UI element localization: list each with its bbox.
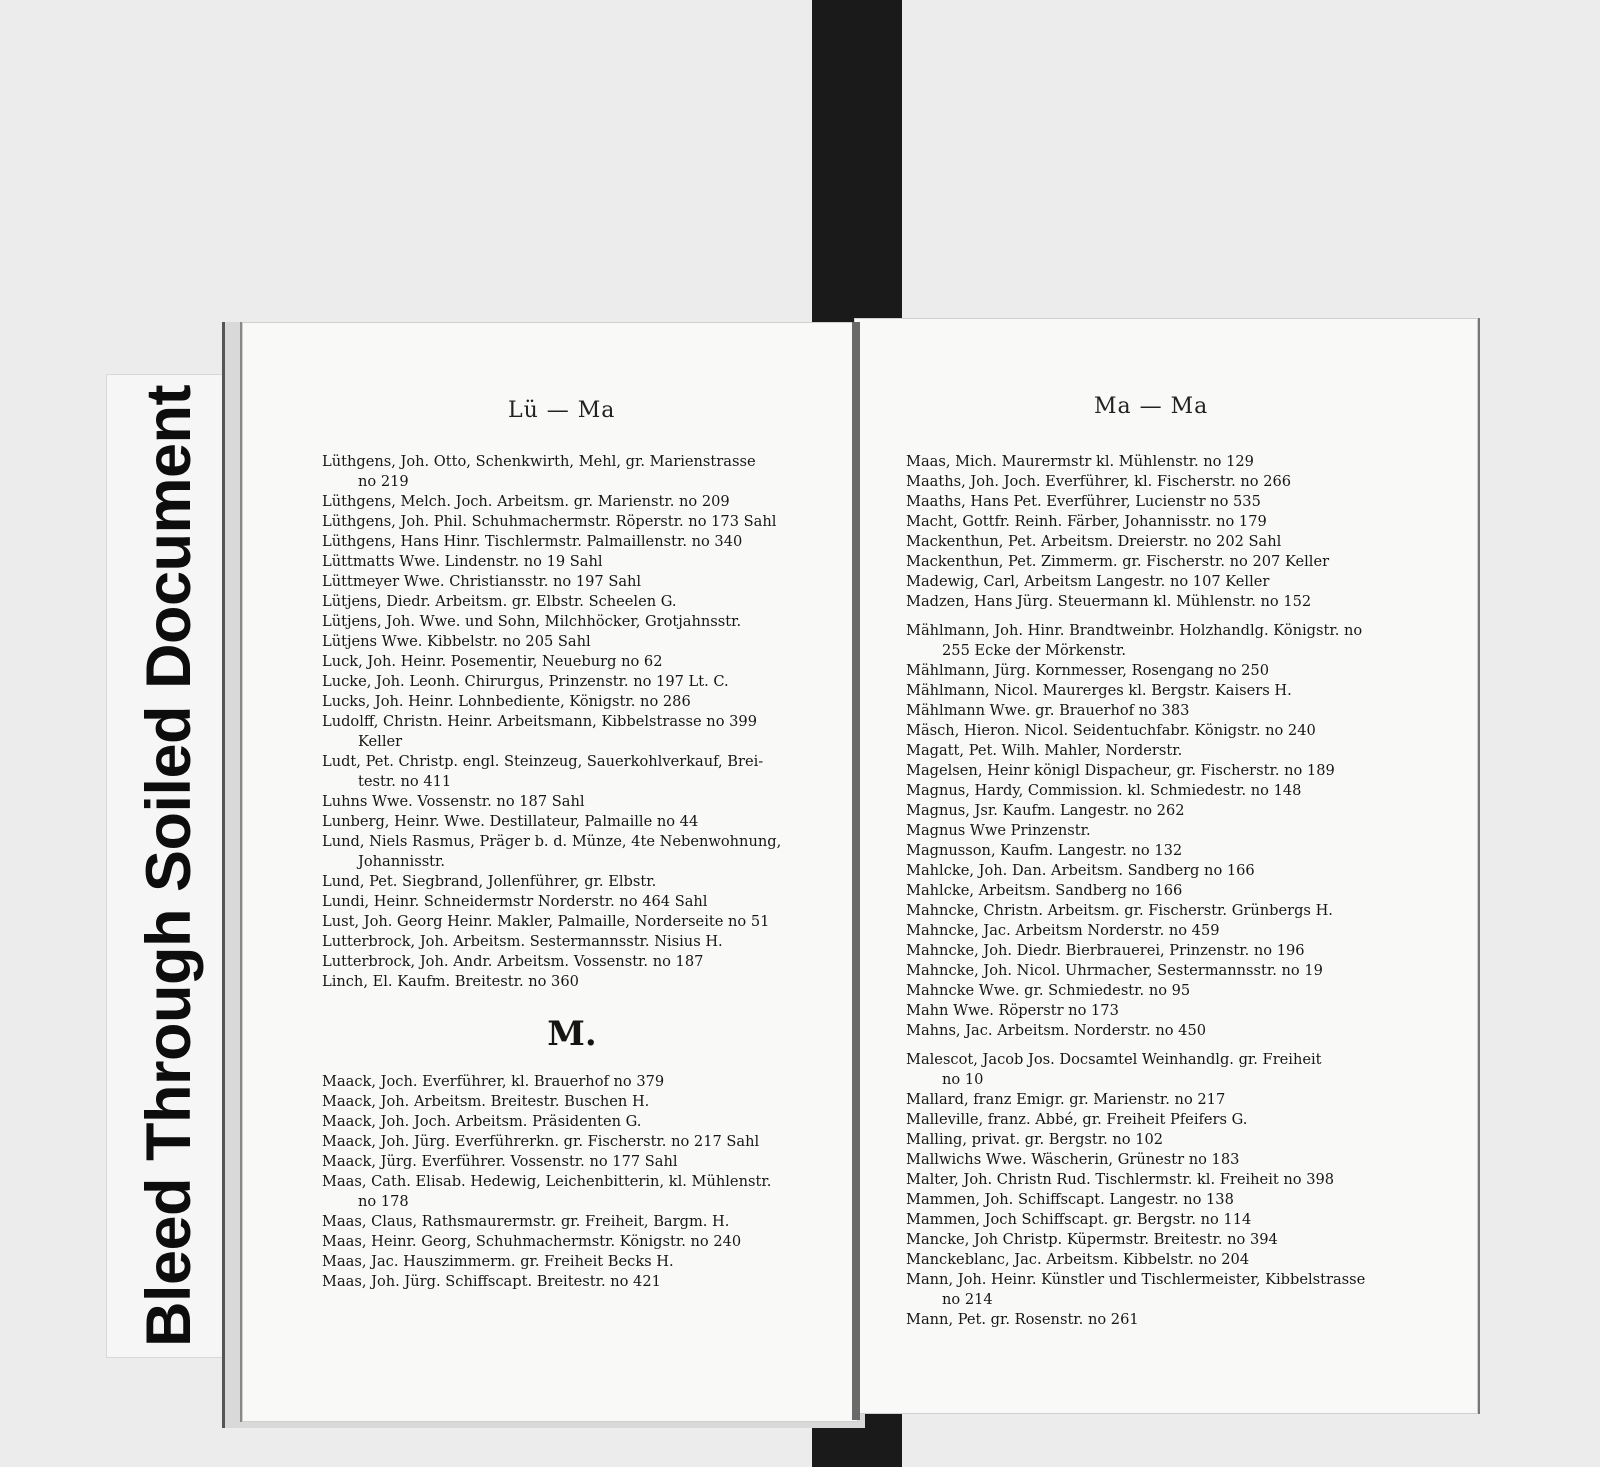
directory-entry: Lütjens Wwe. Kibbelstr. no 205 Sahl: [322, 633, 591, 650]
entry-continuation: Keller: [358, 733, 403, 750]
directory-entry: Lunberg, Heinr. Wwe. Destillateur, Palmaille no 44: [322, 813, 699, 830]
entry-continuation: no 214: [942, 1291, 993, 1308]
directory-entry: Maaths, Hans Pet. Everführer, Lucienstr no 535: [906, 493, 1261, 510]
directory-entry: Mallard, franz Emigr. gr. Marienstr. no 217: [906, 1091, 1226, 1108]
directory-entry: Mahn Wwe. Röperstr no 173: [906, 1002, 1119, 1019]
entry-continuation: no 10: [942, 1071, 984, 1088]
directory-entry: Malter, Joh. Christn Rud. Tischlermstr. kl. Freiheit no 398: [906, 1171, 1335, 1188]
directory-entry: Maas, Mich. Maurermstr kl. Mühlenstr. no 129: [906, 453, 1254, 470]
directory-entry: Mahlcke, Arbeitsm. Sandberg no 166: [906, 882, 1183, 899]
directory-entry: Lüttmatts Wwe. Lindenstr. no 19 Sahl: [322, 553, 603, 570]
directory-entry: Mammen, Joch Schiffscapt. gr. Bergstr. no 114: [906, 1211, 1252, 1228]
directory-entry: Maack, Joh. Arbeitsm. Breitestr. Buschen H.: [322, 1093, 650, 1110]
directory-entry: Lüttmeyer Wwe. Christiansstr. no 197 Sahl: [322, 573, 642, 590]
directory-entry: Ludolff, Christn. Heinr. Arbeitsmann, Kibbelstrasse no 399: [322, 713, 757, 730]
left-entries-after: [322, 1072, 822, 1292]
directory-entry: Maas, Joh. Jürg. Schiffscapt. Breitestr. no 421: [322, 1273, 661, 1290]
directory-entry: Lutterbrock, Joh. Arbeitsm. Sestermannsstr. Nisius H.: [322, 933, 723, 950]
directory-entry: Mahncke, Joh. Nicol. Uhrmacher, Sestermannsstr. no 19: [906, 962, 1323, 979]
directory-entry: Ludt, Pet. Christp. engl. Steinzeug, Sauerkohlverkauf, Brei-: [322, 753, 764, 770]
directory-entry: Malleville, franz. Abbé, gr. Freiheit Pfeifers G.: [906, 1111, 1248, 1128]
directory-entry: Mahlcke, Joh. Dan. Arbeitsm. Sandberg no 166: [906, 862, 1255, 879]
directory-entry: Madewig, Carl, Arbeitsm Langestr. no 107 Keller: [906, 573, 1270, 590]
entry-continuation: Johannisstr.: [358, 853, 446, 870]
directory-entry: Maas, Jac. Hauszimmerm. gr. Freiheit Becks H.: [322, 1253, 674, 1270]
directory-entry: Lüthgens, Hans Hinr. Tischlermstr. Palmaillenstr. no 340: [322, 533, 743, 550]
directory-entry: Malling, privat. gr. Bergstr. no 102: [906, 1131, 1164, 1148]
directory-entry: Mählmann, Joh. Hinr. Brandtweinbr. Holzhandlg. Königstr. no: [906, 622, 1363, 639]
directory-entry: Mancke, Joh Christp. Küpermstr. Breitestr. no 394: [906, 1231, 1278, 1248]
directory-entry: Lund, Pet. Siegbrand, Jollenführer, gr. Elbstr.: [322, 873, 657, 890]
directory-entry: Malescot, Jacob Jos. Docsamtel Weinhandlg. gr. Freiheit: [906, 1051, 1322, 1068]
directory-entry: Mackenthun, Pet. Zimmerm. gr. Fischerstr. no 207 Keller: [906, 553, 1330, 570]
left-running-head: Lü — Ma: [508, 398, 616, 423]
directory-entry: Lucks, Joh. Heinr. Lohnbediente, Königstr. no 286: [322, 693, 691, 710]
directory-entry: Luhns Wwe. Vossenstr. no 187 Sahl: [322, 793, 585, 810]
directory-entry: Lust, Joh. Georg Heinr. Makler, Palmaille, Norderseite no 51: [322, 913, 770, 930]
directory-entry: Mackenthun, Pet. Arbeitsm. Dreierstr. no 202 Sahl: [906, 533, 1282, 550]
directory-entry: Maas, Heinr. Georg, Schuhmachermstr. Königstr. no 240: [322, 1233, 742, 1250]
directory-entry: Mallwichs Wwe. Wäscherin, Grünestr no 183: [906, 1151, 1240, 1168]
directory-entry: Mann, Pet. gr. Rosenstr. no 261: [906, 1311, 1139, 1328]
entry-continuation: no 178: [358, 1193, 409, 1210]
book-gutter: [852, 322, 860, 1420]
directory-entry: Magatt, Pet. Wilh. Mahler, Norderstr.: [906, 742, 1183, 759]
directory-entry: Magelsen, Heinr königl Dispacheur, gr. Fischerstr. no 189: [906, 762, 1335, 779]
directory-entry: Mahns, Jac. Arbeitsm. Norderstr. no 450: [906, 1022, 1207, 1039]
directory-entry: Maaths, Joh. Joch. Everführer, kl. Fischerstr. no 266: [906, 473, 1292, 490]
directory-entry: Mann, Joh. Heinr. Künstler und Tischlermeister, Kibbelstrasse: [906, 1271, 1366, 1288]
right-entries: [906, 452, 1426, 1330]
directory-entry: Mählmann Wwe. gr. Brauerhof no 383: [906, 702, 1190, 719]
directory-entry: Mäsch, Hieron. Nicol. Seidentuchfabr. Königstr. no 240: [906, 722, 1316, 739]
directory-entry: Lütjens, Diedr. Arbeitsm. gr. Elbstr. Scheelen G.: [322, 593, 677, 610]
right-running-head: Ma — Ma: [1094, 394, 1209, 419]
directory-entry: Lüthgens, Joh. Phil. Schuhmachermstr. Röperstr. no 173 Sahl: [322, 513, 777, 530]
directory-entry: Lüthgens, Melch. Joch. Arbeitsm. gr. Marienstr. no 209: [322, 493, 730, 510]
directory-entry: Lucke, Joh. Leonh. Chirurgus, Prinzenstr. no 197 Lt. C.: [322, 673, 729, 690]
entry-continuation: 255 Ecke der Mörkenstr.: [942, 642, 1126, 659]
directory-entry: Maack, Joh. Jürg. Everführerkn. gr. Fischerstr. no 217 Sahl: [322, 1133, 760, 1150]
document-label-strip: [106, 374, 232, 1358]
directory-entry: Mählmann, Jürg. Kornmesser, Rosengang no 250: [906, 662, 1269, 679]
binding-strap-top: [812, 0, 902, 338]
right-entry-list: [906, 452, 1426, 1330]
directory-entry: Mählmann, Nicol. Maurerges kl. Bergstr. Kaisers H.: [906, 682, 1292, 699]
directory-entry: Lütjens, Joh. Wwe. und Sohn, Milchhöcker, Grotjahnsstr.: [322, 613, 742, 630]
left-entry-list: [322, 452, 822, 1292]
directory-entry: Lundi, Heinr. Schneidermstr Norderstr. no 464 Sahl: [322, 893, 708, 910]
directory-entry: Maack, Jürg. Everführer. Vossenstr. no 177 Sahl: [322, 1153, 678, 1170]
directory-entry: Maas, Claus, Rathsmaurermstr. gr. Freiheit, Bargm. H.: [322, 1213, 730, 1230]
document-label-text: Bleed Through Soiled Document: [134, 384, 204, 1348]
directory-entry: Mammen, Joh. Schiffscapt. Langestr. no 138: [906, 1191, 1234, 1208]
directory-entry: Luck, Joh. Heinr. Posementir, Neueburg no 62: [322, 653, 663, 670]
directory-entry: Madzen, Hans Jürg. Steuermann kl. Mühlenstr. no 152: [906, 593, 1312, 610]
directory-entry: Lüthgens, Joh. Otto, Schenkwirth, Mehl, gr. Marienstrasse: [322, 453, 756, 470]
directory-entry: Magnus Wwe Prinzenstr.: [906, 822, 1091, 839]
directory-entry: Mahncke Wwe. gr. Schmiedestr. no 95: [906, 982, 1191, 999]
directory-entry: Linch, El. Kaufm. Breitestr. no 360: [322, 973, 579, 990]
directory-entry: Mahncke, Christn. Arbeitsm. gr. Fischerstr. Grünbergs H.: [906, 902, 1333, 919]
directory-entry: Magnus, Hardy, Commission. kl. Schmiedestr. no 148: [906, 782, 1302, 799]
directory-entry: Mahncke, Joh. Diedr. Bierbrauerei, Prinzenstr. no 196: [906, 942, 1305, 959]
directory-entry: Maack, Joh. Joch. Arbeitsm. Präsidenten G.: [322, 1113, 642, 1130]
directory-entry: Lund, Niels Rasmus, Präger b. d. Münze, 4te Nebenwohnung,: [322, 833, 782, 850]
directory-entry: Magnus, Jsr. Kaufm. Langestr. no 262: [906, 802, 1185, 819]
directory-entry: Maack, Joch. Everführer, kl. Brauerhof no 379: [322, 1073, 665, 1090]
left-entries-before: [322, 452, 822, 992]
directory-entry: Maas, Cath. Elisab. Hedewig, Leichenbitterin, kl. Mühlenstr.: [322, 1173, 772, 1190]
section-letter: M.: [547, 1014, 597, 1054]
entry-continuation: no 219: [358, 473, 409, 490]
directory-entry: Mahncke, Jac. Arbeitsm Norderstr. no 459: [906, 922, 1220, 939]
directory-entry: Manckeblanc, Jac. Arbeitsm. Kibbelstr. no 204: [906, 1251, 1250, 1268]
entry-continuation: testr. no 411: [358, 773, 452, 790]
directory-entry: Macht, Gottfr. Reinh. Färber, Johannisstr. no 179: [906, 513, 1267, 530]
directory-entry: Lutterbrock, Joh. Andr. Arbeitsm. Vossenstr. no 187: [322, 953, 704, 970]
directory-entry: Magnusson, Kaufm. Langestr. no 132: [906, 842, 1183, 859]
